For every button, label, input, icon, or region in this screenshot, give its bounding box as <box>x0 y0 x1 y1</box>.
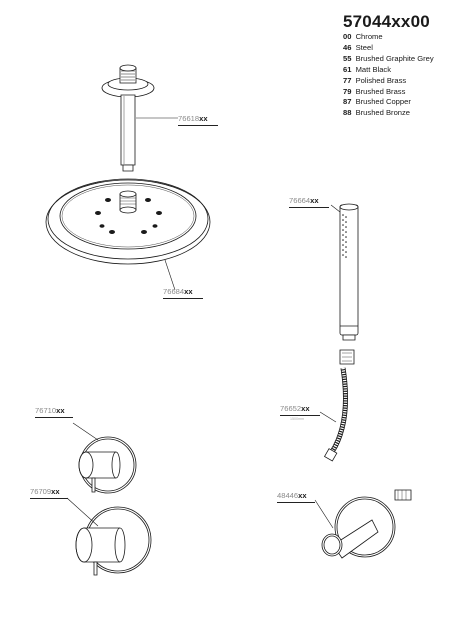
callout-line <box>289 207 329 208</box>
finish-item <box>343 87 434 98</box>
part-code: 76664 <box>289 196 311 205</box>
callout-line <box>30 498 68 499</box>
hose-length-note: 1500mm <box>290 417 304 421</box>
finish-name: Chrome <box>355 32 383 41</box>
part-label-hose <box>280 404 320 421</box>
finish-code: 46 <box>343 42 352 52</box>
finish-code: 55 <box>343 53 352 63</box>
hose-drawing <box>320 350 354 461</box>
part-code: 76710 <box>35 406 57 415</box>
finish-name: Brushed Graphite Grey <box>355 53 434 63</box>
part-label-arm <box>178 114 218 123</box>
finish-item <box>343 54 434 65</box>
finish-item <box>343 65 434 76</box>
part-code: 76684 <box>163 287 185 296</box>
finish-code: 87 <box>343 97 352 107</box>
part-suffix: xx <box>56 406 65 415</box>
finish-code: 77 <box>343 75 352 85</box>
finish-item <box>343 108 434 119</box>
finish-code: 88 <box>343 108 352 118</box>
finish-item <box>343 76 434 87</box>
finish-name: Matt Black <box>355 64 392 74</box>
ceiling-arm-drawing <box>102 65 178 171</box>
part-label-mixer <box>35 406 73 415</box>
part-label-handle <box>289 196 329 205</box>
finish-name: Steel <box>355 42 373 52</box>
part-code: 76618 <box>178 114 200 123</box>
product-code: 57044xx00 <box>343 12 430 31</box>
finish-item <box>343 43 434 54</box>
part-code: 48446 <box>277 491 299 500</box>
part-label-head <box>163 287 203 296</box>
part-suffix: xx <box>199 114 208 123</box>
finish-name: Polished Brass <box>355 75 407 85</box>
finish-list <box>343 32 434 119</box>
hand-shower-drawing <box>331 204 358 340</box>
part-label-diverter <box>30 487 68 496</box>
finish-item <box>343 32 434 43</box>
shower-head-drawing <box>46 179 210 290</box>
finish-code: 61 <box>343 64 352 74</box>
part-suffix: xx <box>310 196 319 205</box>
part-label-outlet <box>277 491 315 500</box>
diverter-drawing <box>67 498 151 575</box>
callout-line <box>277 502 315 503</box>
callout-line <box>163 298 203 299</box>
part-code: 76709 <box>30 487 52 496</box>
finish-name: Brushed Brass <box>355 86 406 96</box>
finish-code: 79 <box>343 86 352 96</box>
finish-item <box>343 97 434 108</box>
finish-name: Brushed Bronze <box>355 108 411 118</box>
part-suffix: xx <box>184 287 193 296</box>
part-code: 76652 <box>280 404 302 413</box>
part-suffix: xx <box>298 491 307 500</box>
callout-line <box>35 417 73 418</box>
finish-code: 00 <box>343 32 352 41</box>
wall-outlet-drawing <box>315 490 411 558</box>
part-suffix: xx <box>301 404 310 413</box>
callout-line <box>178 125 218 126</box>
callout-line <box>280 415 320 416</box>
finish-name: Brushed Copper <box>355 97 411 107</box>
part-suffix: xx <box>51 487 60 496</box>
mixer-drawing <box>73 423 136 493</box>
